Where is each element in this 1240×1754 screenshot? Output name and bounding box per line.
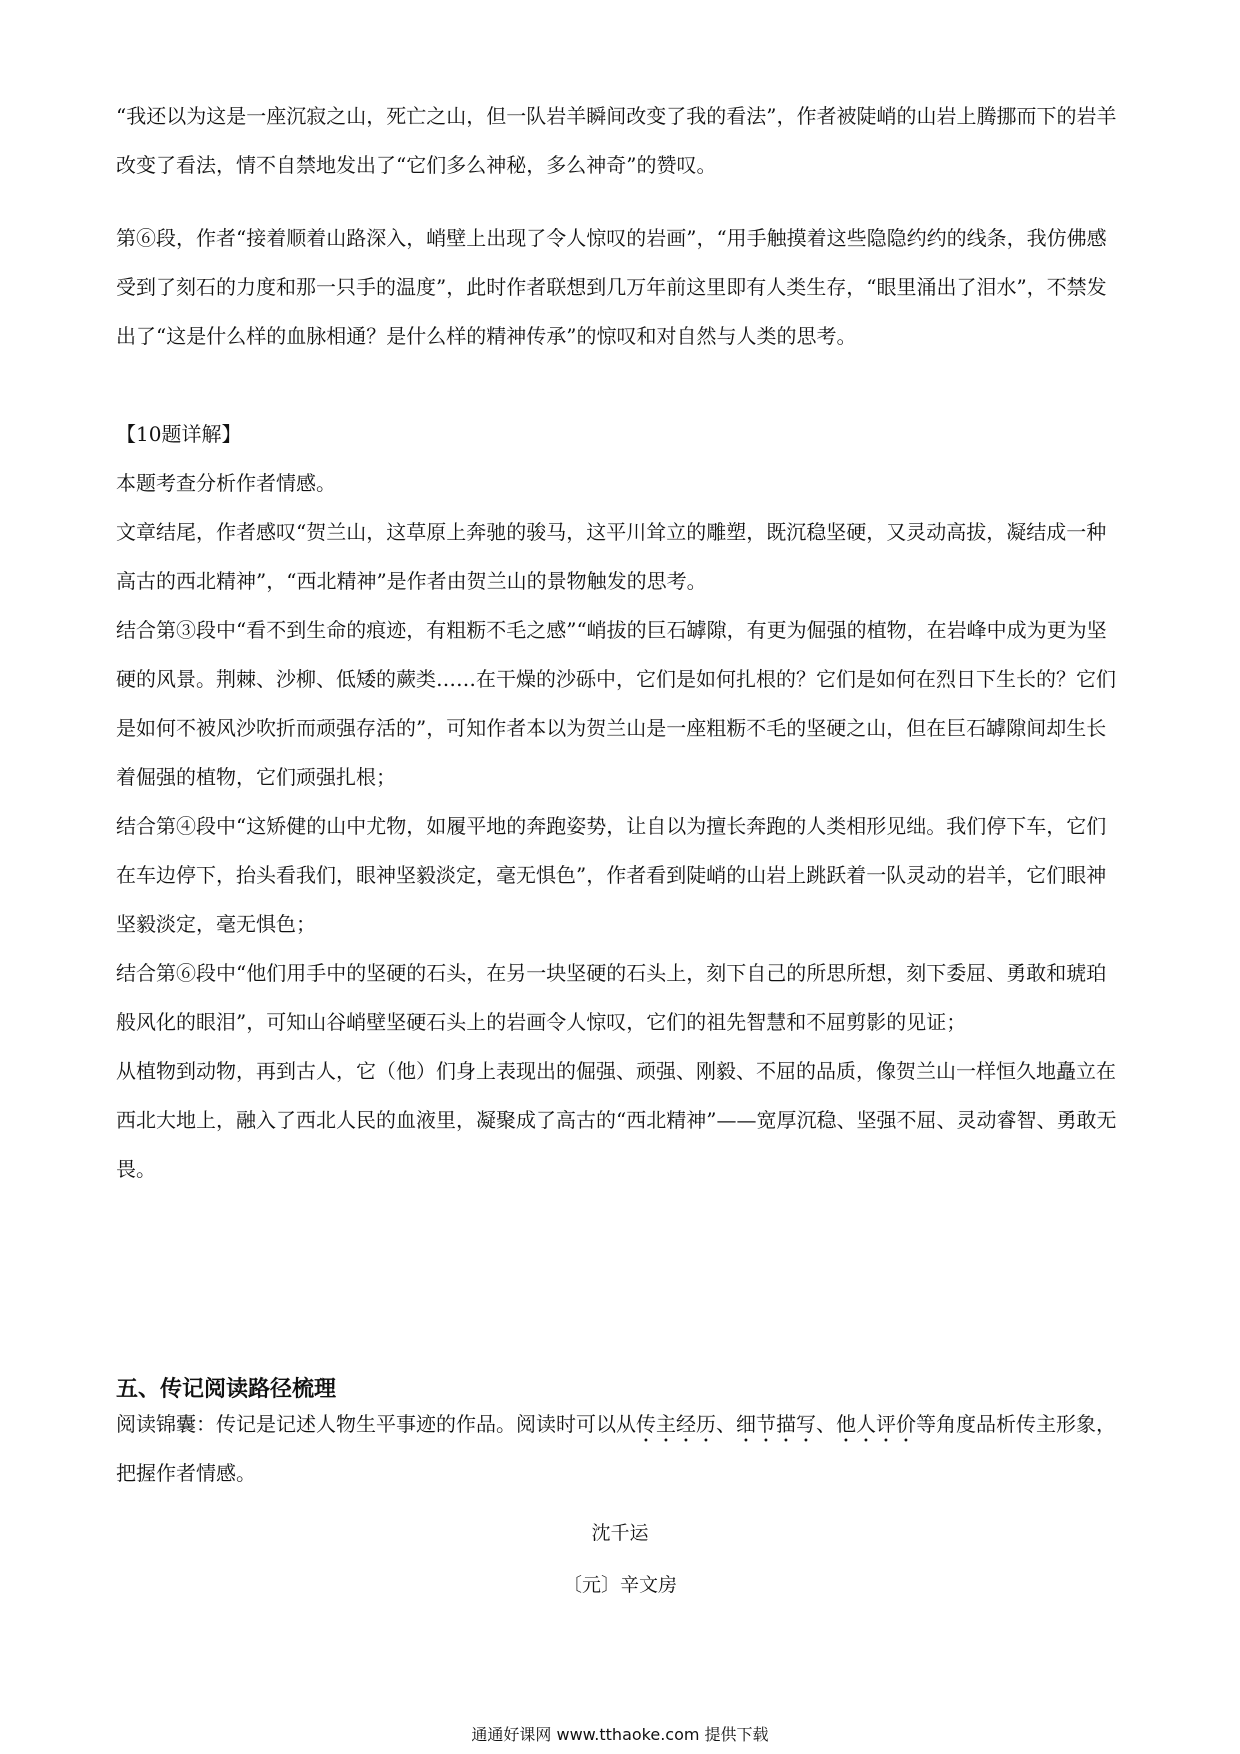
- paragraph-yanyang: “我还以为这是一座沉寂之山，死亡之山，但一队岩羊瞬间改变了我的看法”，作者被陡峭的山岩上腾挪而下的岩羊改变了看法，情不自禁地发出了“它们多么神秘，多么神奇”的赞叹。: [116, 104, 1117, 177]
- paragraph: 从植物到动物，再到古人，它（他）们身上表现出的倔强、顽强、刚毅、不屈的品质，像贺兰山一样恒久地矗立在西北大地上，融入了西北人民的血液里，凝聚成了高古的“西北精神”——宽厚沉稳、坚强不屈、灵动睿智、勇敢无畏。: [116, 1059, 1117, 1181]
- paragraph: 文章结尾，作者感叹“贺兰山，这草原上奔驰的骏马，这平川耸立的雕塑，既沉稳坚硬，又灵动高拔，凝结成一种高古的西北精神”，“西北精神”是作者由贺兰山的景物触发的思考。: [116, 520, 1107, 593]
- poem-title: 沈千运: [591, 1522, 649, 1544]
- section-10-explanation: [116, 410, 1126, 1194]
- reading-tips-text: [116, 1400, 1126, 1498]
- paragraph: 结合第④段中“这矫健的山中尤物，如履平地的奔跑姿势，让自以为擅长奔跑的人类相形见绌。我们停下车，它们在车边停下，抬头看我们，眼神坚毅淡定，毫无惧色”，作者看到陡峭的山岩上跳跃着一队灵动的岩羊，它们眼神坚毅淡定，毫无惧色；: [116, 814, 1107, 936]
- reading-tips: [116, 1400, 1126, 1498]
- separator: 、: [816, 1412, 836, 1436]
- emphasis-text: 传主经历: [636, 1412, 716, 1436]
- page-footer: 通通好课网 www.tthaoke.com 提供下载: [471, 1725, 769, 1744]
- section-10-label: 【10题详解】: [116, 422, 242, 446]
- separator: 、: [716, 1412, 736, 1436]
- section-5-heading: 五、传记阅读路径梳理: [116, 1377, 337, 1402]
- paragraph: 本题考查分析作者情感。: [116, 471, 336, 495]
- paragraph: 结合第③段中“看不到生命的痕迹，有粗粝不毛之感”“峭拔的巨石罅隙，有更为倔强的植物，在岩峰中成为更为坚硬的风景。荆棘、沙柳、低矮的蕨类……在干燥的沙砾中，它们是如何扎根的？它们是如何在烈日下生长的？它们是如何不被风沙吹折而顽强存活的”，可知作者本以为贺兰山是一座粗粝不毛的坚硬之山，但在巨石罅隙间却生长着倔强的植物，它们顽强扎根；: [116, 618, 1116, 789]
- tips-suffix: 等角度品析传主形象，把握作者情感。: [116, 1412, 1116, 1485]
- tips-prefix: 阅读锦囊：传记是记述人物生平事迹的作品。阅读时可以从: [116, 1412, 636, 1436]
- answer-paragraph: [116, 214, 1126, 361]
- emphasis-text: 细节描写: [736, 1412, 816, 1436]
- poem-author: 〔元〕辛文房: [562, 1574, 677, 1596]
- paragraph: 结合第⑥段中“他们用手中的坚硬的石头，在另一块坚硬的石头上，刻下自己的所思所想，刻下委屈、勇敢和琥珀般风化的眼泪”，可知山谷峭壁坚硬石头上的岩画令人惊叹，它们的祖先智慧和不屈剪影的见证；: [116, 961, 1107, 1034]
- answer-paragraph: [116, 92, 1126, 190]
- paragraph-duan6: 第⑥段，作者“接着顺着山路深入，峭壁上出现了令人惊叹的岩画”，“用手触摸着这些隐隐约约的线条，我仿佛感受到了刻石的力度和那一只手的温度”，此时作者联想到几万年前这里即有人类生存，“眼里涌出了泪水”，不禁发出了“这是什么样的血脉相通？是什么样的精神传承”的惊叹和对自然与人类的思考。: [116, 226, 1107, 348]
- emphasis-text: 他人评价: [836, 1412, 916, 1436]
